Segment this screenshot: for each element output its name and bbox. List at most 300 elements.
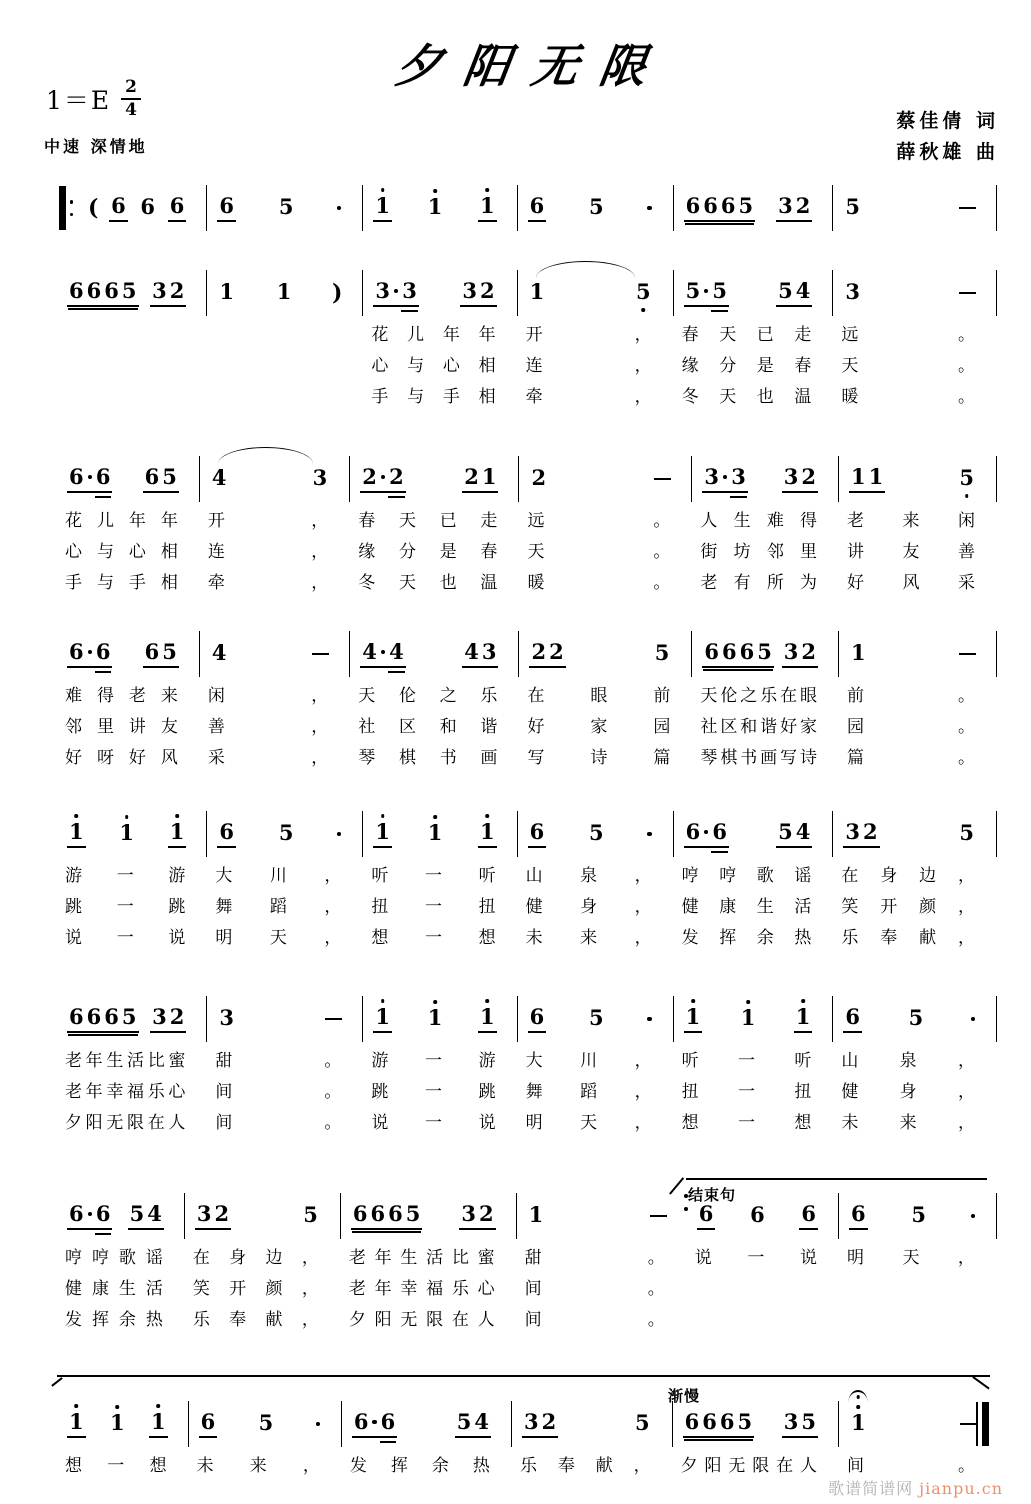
ending-bracket-slash [669,1177,684,1194]
beam-group [684,820,729,848]
lyric-row [57,926,997,950]
measure [363,811,517,857]
measure [207,270,363,316]
lyric-syllable: ， [311,573,329,593]
lyric-syllable: 书 [439,748,457,768]
lyric-syllable: 一 [425,1113,442,1133]
beam-group [217,194,236,222]
note: 1 [276,279,292,304]
lyric-syllable: ， [957,897,975,917]
lyric-syllable: 发 [349,1456,367,1476]
lyric-cell [57,684,200,708]
beam-group [217,1006,236,1032]
lyric-cell [363,926,517,950]
lyric-syllable: 乐 [192,1310,210,1330]
lyric-syllable: 发 [65,1310,82,1330]
lyric-syllable: 健 [841,1082,859,1102]
lyric-syllable: 甜 [215,1051,233,1071]
beam-group [587,821,606,847]
lyric-syllable: 说 [168,928,186,948]
lyric-syllable: 奉 [229,1310,247,1330]
note: 1 [479,1004,495,1029]
lyric-syllable: 献 [595,1456,613,1476]
lyric-syllable: 花 [371,325,389,345]
lyric-cell [57,354,207,378]
lyric-syllable: 年 [128,511,146,531]
note: 5 [405,1201,421,1226]
measure [833,270,997,316]
music-system [57,1193,997,1332]
lyric-syllable: 。 [653,542,671,562]
note: 5 [738,193,754,218]
lyric-cell [692,715,839,739]
augmentation-dot-icon [316,1422,320,1426]
lyric-syllable: 春 [794,356,812,376]
lyric-syllable: 边 [265,1248,283,1268]
lyric-syllable: 冬 [358,573,376,593]
note: 2 [863,819,878,844]
lyric-syllable: 缘 [681,356,699,376]
note: 5 [129,1201,145,1226]
lyric-syllable: 友 [160,717,178,737]
lyric-cell [518,354,674,378]
note: 3 [731,464,746,489]
lyric-syllable: 春 [358,511,376,531]
lyric-syllable: 天 [700,686,718,706]
note: 5 [908,1005,924,1030]
note: 5 [778,278,793,303]
lyric-syllable: 心 [371,356,389,376]
lyric-cell [207,354,363,378]
lyric-syllable: 限 [426,1310,444,1330]
lyric-cell [57,323,207,347]
lyric-cell [200,571,350,595]
notes-row [57,631,997,677]
lyric-syllable: ， [311,686,329,706]
lyric-syllable: 闲 [957,511,975,531]
lyric-syllable: 园 [653,717,671,737]
augmentation-dot-icon [337,206,341,210]
measure [673,1401,839,1447]
lyric-syllable: 一 [425,1051,442,1071]
note: 6 [703,193,718,218]
lyric-syllable: 挥 [390,1456,408,1476]
lyric-cell [363,864,517,888]
lyric-syllable: 明 [215,928,233,948]
note: 5 [589,820,604,845]
lyric-syllable: 跳 [168,897,186,917]
lyric-syllable: 热 [794,928,812,948]
note: 6 [380,1409,396,1434]
lyric-row [57,1246,997,1270]
lyric-syllable: 是 [439,542,457,562]
lyric-cell [57,1454,189,1478]
note: 4 [211,465,227,490]
lyric-syllable: 颜 [919,897,937,917]
lyric-syllable: 诗 [590,748,608,768]
lyric-cell [518,1111,674,1135]
watermark-url-link[interactable]: jianpu.cn [919,1479,1003,1498]
beam-group [776,820,812,848]
lyric-syllable: 乐 [451,1279,469,1299]
note: 6 [144,464,160,489]
lyric-syllable: 伦 [398,686,416,706]
lyric-cell [207,1049,363,1073]
lyricist-credit: 蔡佳倩 词 [896,110,999,132]
note: 6 [169,193,185,218]
measure [189,1401,342,1447]
lyric-syllable: 相 [478,356,496,376]
measure [207,996,363,1042]
note: 2 [464,464,479,489]
lyric-syllable: 好 [527,717,545,737]
lyric-syllable: 明 [847,1248,865,1268]
lyric-cell [692,684,839,708]
lyric-syllable: 琴 [700,748,718,768]
measure [839,1193,997,1239]
measure [57,811,207,857]
lyric-syllable: 泉 [899,1051,917,1071]
note: 6 [86,1004,102,1029]
octave-dot [642,308,646,312]
measure [342,1401,512,1447]
lyric-syllable: 跳 [478,1082,496,1102]
lyric-syllable: 一 [116,897,134,917]
note: 3 [845,279,861,304]
note: 3 [783,1409,799,1434]
dash-note [650,1215,667,1218]
lyric-cell [833,1080,997,1104]
lyric-cell [833,1111,997,1135]
augmentation-dot-icon [88,1212,92,1216]
beam-group [426,821,445,847]
lyric-syllable: 说 [800,1248,817,1268]
note: 2 [362,464,377,489]
lyric-syllable: 与 [407,387,425,407]
note: 6 [69,464,84,489]
lyric-syllable: 老 [847,511,865,531]
beam-group [143,465,179,493]
lyric-syllable: 泉 [580,866,598,886]
beam-group [522,1410,558,1438]
beam-group [210,466,229,492]
beam-group [528,194,547,222]
lyric-syllable: 连 [207,542,225,562]
note: 6 [851,1201,866,1226]
notes-row [57,996,997,1042]
notes-row [57,811,997,857]
note: 6 [712,819,728,844]
lyric-syllable: ， [324,928,342,948]
lyric-syllable: 乐 [519,1456,537,1476]
note: 6 [140,194,156,219]
lyric-syllable: 温 [794,387,812,407]
lyric-syllable: 。 [324,1051,342,1071]
dash-note [959,653,976,656]
note: 2 [169,278,185,303]
lyric-syllable: 跳 [371,1082,389,1102]
lyric-cell [363,1049,517,1073]
lyric-syllable: 好 [128,748,146,768]
lyric-syllable: ， [302,1456,320,1476]
note: 1 [685,1004,701,1029]
lyric-syllable: 诗 [800,748,818,768]
note: 3 [481,639,497,664]
lyric-syllable: 幸 [400,1279,418,1299]
note: 3 [783,639,799,664]
lyric-syllable: 幸 [106,1082,124,1102]
lyric-syllable: 温 [480,573,498,593]
note: 6 [95,1201,111,1226]
lyric-row [57,1454,997,1478]
lyric-syllable: ， [634,897,652,917]
lyric-cell [207,864,363,888]
composer-credit: 薛秋雄 曲 [896,141,999,163]
beam-group [748,1203,767,1229]
lyric-syllable: 游 [168,866,186,886]
lyric-syllable: 扭 [371,897,389,917]
beam-group [462,465,498,493]
note: 6 [104,1004,119,1029]
lyric-syllable: 在 [451,1310,469,1330]
lyric-syllable: 年 [85,1051,103,1071]
rit-label: 渐慢 [668,1387,701,1405]
time-numerator: 2 [121,78,141,100]
lyric-cell [518,864,674,888]
note: 4 [795,819,811,844]
note: 6 [353,1409,369,1434]
beam-group [109,194,128,222]
lyric-cell [687,1246,839,1270]
lyric-cell [839,746,997,770]
lyric-syllable: 谣 [145,1248,163,1268]
lyric-syllable: 远 [841,325,859,345]
lyric-syllable: ， [634,1082,652,1102]
lyric-cell [57,864,207,888]
lyric-syllable: 想 [149,1456,167,1476]
note: 1 [795,1004,811,1029]
lyric-cell [692,571,839,595]
lyric-cell [839,540,997,564]
lyric-row [57,895,997,919]
lyric-syllable: 天 [719,387,737,407]
lyric-row [57,1111,997,1135]
augmentation-dot-icon [381,475,385,479]
lyric-syllable: 夕 [680,1456,698,1476]
lyric-syllable: 与 [407,356,425,376]
beam-group [352,1410,397,1438]
lyric-syllable: 甜 [524,1248,542,1268]
lyric-syllable: 活 [145,1279,163,1299]
lyric-syllable: 间 [524,1279,542,1299]
note: 4 [474,1409,489,1434]
beam-group [529,466,548,492]
lyric-cell [839,571,997,595]
lyric-syllable: 生 [733,511,751,531]
measure [518,996,674,1042]
lyric-cell [518,1080,674,1104]
lyric-row [57,509,997,533]
lyric-syllable: 人 [477,1310,495,1330]
lyric-cell [363,1111,517,1135]
beam-group [849,641,868,667]
lyric-syllable: 福 [127,1082,145,1102]
lyric-syllable: 乐 [147,1082,165,1102]
note: 1 [851,640,866,665]
lyric-syllable: 春 [480,542,498,562]
note: 1 [528,1202,544,1227]
lyric-syllable: 听 [478,866,496,886]
lyric-syllable: ， [634,387,652,407]
lyric-syllable: 棋 [720,748,738,768]
beam-group [67,465,112,493]
lyric-syllable: 一 [425,928,442,948]
beam-group [782,1410,818,1438]
lyric-syllable: 连 [525,356,543,376]
lyric-syllable: 老 [65,1051,82,1071]
augmentation-dot-icon [381,650,385,654]
note: 6 [144,639,160,664]
lyric-row [57,1080,997,1104]
lyric-syllable: 。 [647,1279,665,1299]
music-system [57,270,997,409]
lyric-syllable: 听 [371,866,389,886]
note: 6 [69,1201,84,1226]
augmentation-dot-icon [704,289,708,293]
beam-group [799,1202,818,1230]
parenthesis-symbol: ) [331,280,343,306]
beam-group [739,1006,758,1032]
lyric-syllable: 缘 [358,542,376,562]
note: 3 [152,1004,167,1029]
note: 5 [258,1410,274,1435]
lyric-syllable: 写 [780,748,798,768]
note: 6 [219,193,235,218]
lyric-syllable: 一 [425,1082,442,1102]
lyric-syllable: 心 [65,542,82,562]
lyric-cell [839,1246,997,1270]
beam-group [702,640,774,668]
lyric-syllable: 画 [480,748,498,768]
lyric-syllable: 风 [160,748,178,768]
lyric-syllable: 心 [477,1279,495,1299]
lyric-syllable: 献 [919,928,937,948]
augmentation-dot-icon [971,1017,975,1021]
beam-group [460,279,496,307]
note: 5 [456,1409,472,1434]
lyric-syllable: 心 [168,1082,186,1102]
lyric-syllable: 篇 [653,748,671,768]
lyric-syllable: 。 [647,1310,665,1330]
note: 5 [737,1409,753,1434]
lyric-syllable: ， [957,1051,975,1071]
note: 5 [162,464,177,489]
lyric-syllable: 无 [400,1310,418,1330]
notes-row [57,185,997,231]
note: 6 [684,1409,700,1434]
lyric-syllable: 来 [902,511,920,531]
lyric-syllable: 开 [207,511,225,531]
lyric-cell [674,1049,834,1073]
lyric-syllable: 康 [91,1279,109,1299]
lyric-cell [341,1308,517,1332]
lyric-syllable: 家 [800,717,818,737]
repeat-dot [70,213,74,217]
lyric-syllable: 分 [719,356,737,376]
note: 2 [389,464,404,489]
lyric-cell [839,684,997,708]
note: 3 [312,465,328,490]
lyric-syllable: 明 [525,1113,543,1133]
dash-note [960,1423,977,1426]
note: 3 [461,1201,476,1226]
lyric-syllable: 好 [65,748,82,768]
beam-group [128,1202,164,1230]
lyric-cell [57,540,200,564]
lyric-cell [57,1277,185,1301]
note: 6 [69,1004,84,1029]
lyric-syllable: 开 [880,897,898,917]
measure [57,996,207,1042]
lyric-syllable: 善 [207,717,225,737]
lyric-syllable: 里 [96,717,114,737]
lyric-syllable: 开 [525,325,543,345]
note: 6 [698,1201,714,1226]
lyric-syllable: 讲 [847,542,865,562]
lyric-syllable: 前 [653,686,671,706]
lyric-syllable: 间 [215,1113,233,1133]
beam-group [478,194,497,222]
dash-note [325,1018,342,1021]
ending-bracket-right-tick [973,1376,990,1389]
lyric-syllable: 一 [738,1051,755,1071]
lyric-syllable: 前 [847,686,865,706]
lyric-syllable: ， [634,325,652,345]
lyric-cell [363,323,517,347]
beam-group [373,279,418,307]
lyric-syllable: 在 [192,1248,210,1268]
lyric-syllable: 写 [527,748,545,768]
lyric-syllable: ， [301,1279,319,1299]
note: 1 [868,464,884,489]
lyric-syllable: 手 [128,573,146,593]
lyric-cell [207,926,363,950]
beam-group [849,1202,868,1230]
note: 6 [685,193,701,218]
note: 1 [427,194,443,219]
dash-note [959,207,976,210]
lyric-syllable: 一 [116,928,134,948]
beam-group [633,1411,652,1437]
beam-group [528,280,547,306]
lyric-cell [687,1308,839,1332]
lyric-syllable: 来 [249,1456,267,1476]
lyric-cell [839,1308,997,1332]
note: 6 [219,819,235,844]
lyric-syllable: ， [957,1248,975,1268]
lyric-syllable: 眼 [590,686,608,706]
beam-group [138,195,157,221]
lyric-syllable: 。 [957,325,975,345]
lyric-syllable: 谣 [794,866,812,886]
lyric-syllable: 生 [756,897,774,917]
lyric-syllable: ， [957,1113,975,1133]
lyric-syllable: 扭 [681,1082,699,1102]
lyric-cell [674,864,834,888]
lyric-syllable: 在 [527,686,545,706]
watermark [828,1476,1003,1499]
lyric-syllable: 在 [841,866,859,886]
